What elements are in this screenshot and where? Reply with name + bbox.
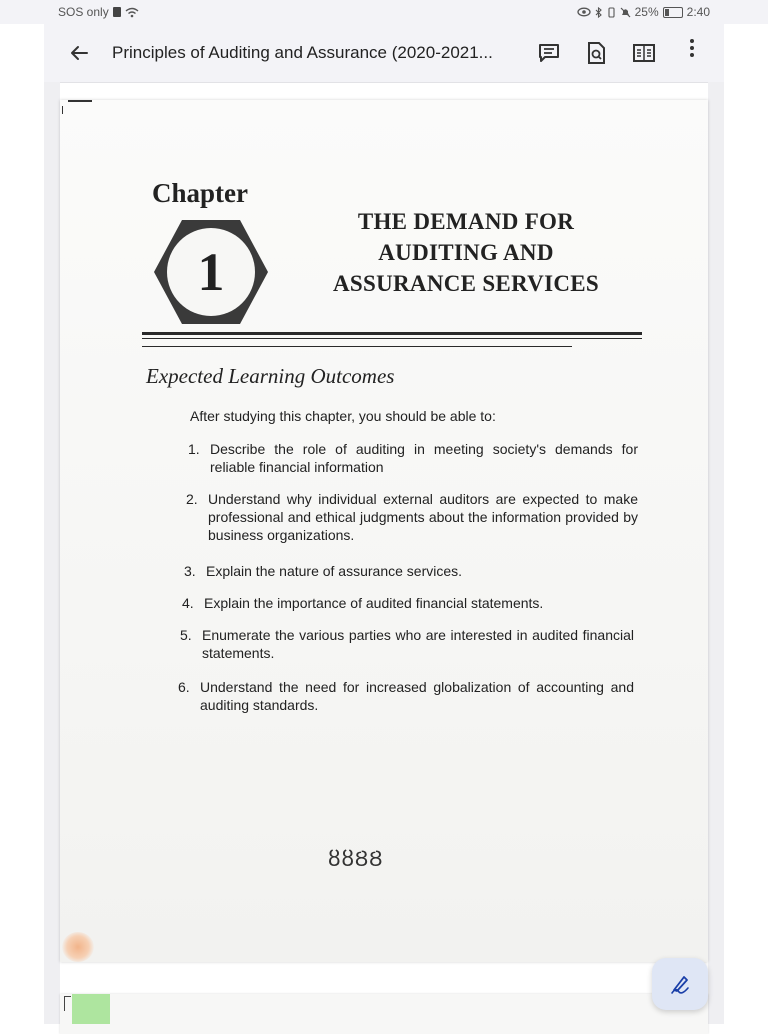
annotate-fab-button[interactable] xyxy=(652,958,708,1010)
viewer-background-left xyxy=(44,82,60,1024)
outcome-text: Enumerate the various parties who are interested in audited financial statements. xyxy=(202,627,634,661)
vibrate-icon xyxy=(607,7,616,18)
chapter-title xyxy=(296,206,636,299)
page-scan-mark xyxy=(68,100,92,102)
outcome-number: 2. xyxy=(186,491,198,507)
outcome-item-2 xyxy=(186,490,638,544)
divider-thin xyxy=(142,338,642,339)
sim-icon xyxy=(113,7,121,17)
battery-icon xyxy=(663,7,683,18)
outcome-text: Understand why individual external auditors are expected to make professional and ethical judgments about the information provided by business organizations. xyxy=(208,491,638,543)
ornament-divider: ȣȣȢȢ xyxy=(328,846,384,871)
reading-mode-button[interactable] xyxy=(631,40,657,66)
comment-icon xyxy=(538,43,560,63)
document-page[interactable] xyxy=(60,100,708,962)
outcome-item-5 xyxy=(180,626,634,662)
divider-thick xyxy=(142,332,642,335)
chapter-title-line-3: ASSURANCE SERVICES xyxy=(333,271,599,296)
chapter-title-line-1: THE DEMAND FOR xyxy=(357,209,575,234)
viewer-background-right xyxy=(708,82,724,1024)
scan-stain xyxy=(62,932,94,962)
eye-comfort-icon xyxy=(577,7,591,17)
comment-button[interactable] xyxy=(536,40,562,66)
outcome-number: 1. xyxy=(188,441,200,457)
battery-percent: 25% xyxy=(634,5,659,19)
mute-bell-icon xyxy=(620,7,631,18)
chapter-number: 1 xyxy=(197,242,225,302)
more-icon xyxy=(689,38,695,58)
outcome-text: Describe the role of auditing in meeting society's demands for reliable financial information xyxy=(210,441,638,475)
status-bar xyxy=(0,0,768,24)
outcome-text: Explain the nature of assurance services. xyxy=(206,563,463,579)
edit-pen-icon xyxy=(669,973,691,995)
back-arrow-icon xyxy=(70,45,88,61)
search-document-button[interactable] xyxy=(583,40,609,66)
scan-highlight xyxy=(72,994,110,1024)
outcome-text: Understand the need for increased globalization of accounting and auditing standards. xyxy=(200,679,634,713)
outcome-number: 5. xyxy=(180,627,192,643)
outcome-number: 3. xyxy=(184,563,196,579)
reading-mode-icon xyxy=(633,44,655,62)
wifi-icon xyxy=(125,7,139,18)
outcome-item-6 xyxy=(178,678,634,714)
intro-text: After studying this chapter, you should be able to: xyxy=(190,408,496,424)
outcome-item-4 xyxy=(182,594,632,612)
chapter-title-line-2: AUDITING AND xyxy=(378,240,554,265)
status-right xyxy=(577,5,710,19)
page-scan-mark-vertical xyxy=(62,106,63,114)
app-bar xyxy=(44,24,724,83)
outcome-item-1 xyxy=(188,440,638,476)
bluetooth-icon xyxy=(595,7,603,18)
back-button[interactable] xyxy=(64,38,94,68)
outcome-item-3 xyxy=(184,562,634,580)
chapter-number-hexagon xyxy=(152,216,270,328)
divider-lower xyxy=(142,346,572,347)
status-left xyxy=(58,5,139,19)
search-document-icon xyxy=(586,42,606,64)
section-heading: Expected Learning Outcomes xyxy=(146,364,395,388)
clock: 2:40 xyxy=(686,5,710,19)
next-document-page[interactable] xyxy=(60,994,708,1034)
document-title: Principles of Auditing and Assurance (2020-2021... xyxy=(112,43,493,62)
carrier-text: SOS only xyxy=(58,5,109,19)
outcome-text: Explain the importance of audited financial statements. xyxy=(204,595,544,611)
outcome-number: 4. xyxy=(182,595,194,611)
chapter-label: Chapter xyxy=(152,178,248,208)
page-scan-mark xyxy=(64,996,71,1011)
more-options-button[interactable] xyxy=(680,38,704,64)
outcome-number: 6. xyxy=(178,679,190,695)
